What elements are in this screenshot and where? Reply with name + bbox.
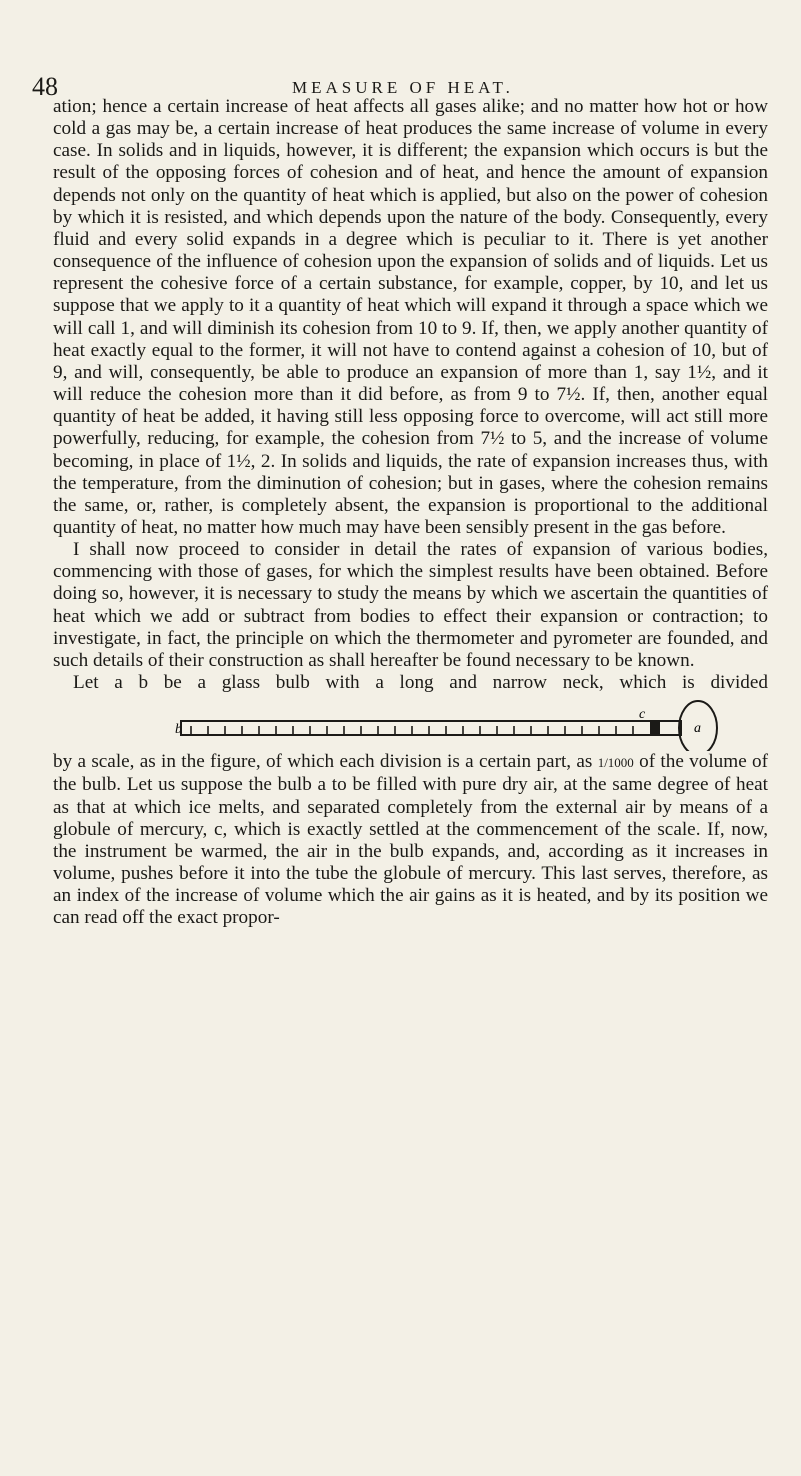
paragraph-2: I shall now proceed to consider in detail the rates of expansion of various bodies, commencing with those of gases, for which the simplest results have been obtained. Before doing so, however, it is necessary to study the means by which we ascertain the quantities of heat which we add or subtract from bodies to effect their expansion or contraction; to investigate, in fact, the principle on which the thermometer and pyrometer are founded, and such details of their construction as shall hereafter be found necessary to be known. bbox=[53, 539, 768, 671]
page-number: 48 bbox=[32, 72, 58, 101]
paragraph-3-intro: Let a b be a glass bulb with a long and narrow neck, which is divided bbox=[73, 672, 768, 694]
paragraph-3-continued bbox=[53, 751, 768, 929]
thermometer-figure bbox=[53, 695, 768, 751]
running-title: MEASURE OF HEAT. bbox=[292, 78, 514, 97]
figure-label-a: a bbox=[694, 721, 701, 737]
tube bbox=[181, 721, 681, 735]
figure-label-b: b bbox=[175, 722, 182, 738]
body-text bbox=[53, 96, 768, 929]
scale-ticks bbox=[191, 726, 633, 735]
figure-label-c: c bbox=[639, 707, 646, 723]
paragraph-3-continued-start: by a scale, as in the figure, of which each division is a certain part, as bbox=[53, 751, 593, 773]
fraction: 1/1000 bbox=[597, 755, 634, 771]
paragraph-1: ation; hence a certain increase of heat affects all gases alike; and no matter how hot or how cold a gas may be, a certain increase of heat produces the same increase of volume in every case. In solids and in liquids, however, it is different; the expansion which occurs is but the result of the opposing forces of cohesion and of heat, and hence the amount of expansion depends not only on the quantity of heat which is applied, but also on the power of cohesion by which it is resisted, and which depends upon the nature of the body. Consequently, every fluid and every solid expands in a degree which is peculiar to it. There is yet another consequence of the influence of cohesion upon the expansion of solids and of liquids. Let us represent the cohesive force of a certain substance, for example, copper, by 10, and let us suppose that we apply to it a quantity of heat which will expand it through a space which we will call 1, and will diminish its cohesion from 10 to 9. If, then, we apply another quantity of heat exactly equal to the former, it will not have to contend against a cohesion of 10, but of 9, and will, consequently, be able to produce an expansion of more than 1, say 1½, and it will reduce the cohesion more than it did before, as from 9 to 7½. If, then, another equal quantity of heat be added, it having still less opposing force to overcome, will act still more powerfully, reducing, for example, the cohesion from 7½ to 5, and the increase of volume becoming, in place of 1½, 2. In solids and liquids, the rate of expansion increases thus, with the temperature, from the diminution of cohesion; but in gases, where the cohesion remains the same, or, rather, is completely absent, the expansion is proportional to the additional quantity of heat, no matter how much may have been sensibly present in the gas before. bbox=[53, 96, 768, 538]
paragraph-3-continued-end: of the volume of the bulb. Let us suppose the bulb a to be filled with pure dry air, at the same degree of heat as that at which ice melts, and separated completely from the external air by means of a globule of mercury, c, which is exactly settled at the commencement of the scale. If, now, the instrument be warmed, the air in the bulb expands, and, according as it increases in volume, pushes before it into the tube the globule of mercury. This last serves, therefore, as an index of the increase of volume which the air gains as it is heated, and by its position we can read off the exact propor- bbox=[53, 751, 769, 929]
mercury-globule bbox=[650, 721, 660, 735]
thermometer-diagram bbox=[53, 695, 768, 751]
